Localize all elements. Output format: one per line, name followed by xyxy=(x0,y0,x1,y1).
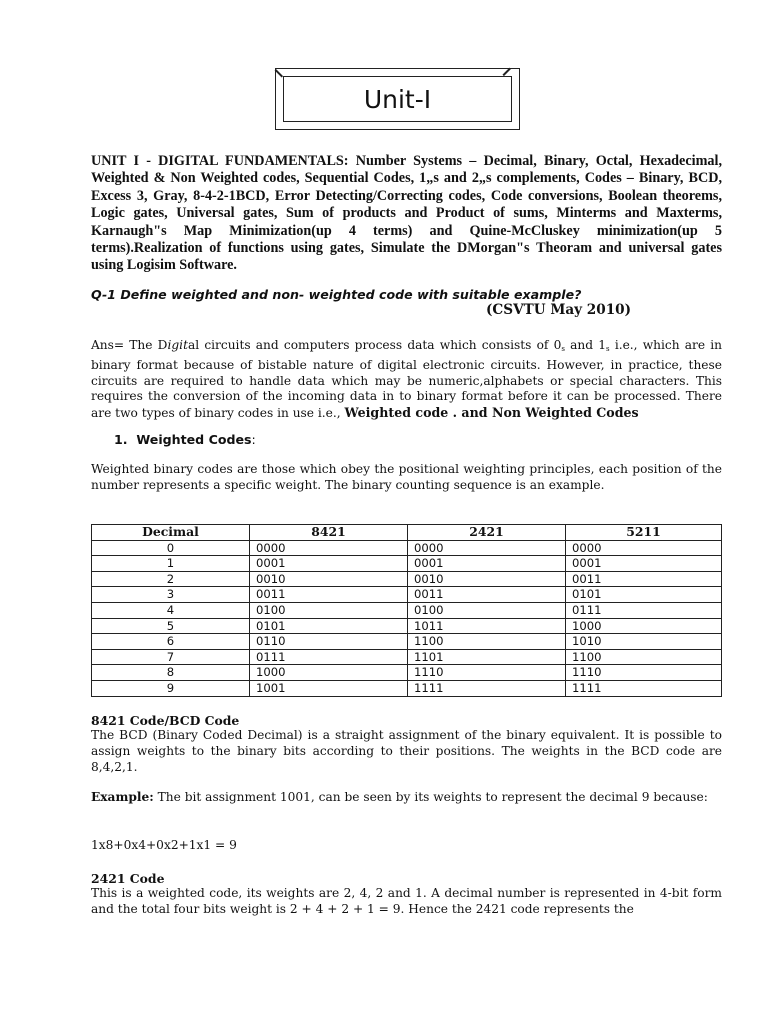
table-cell: 1110 xyxy=(408,665,566,681)
table-cell: 1011 xyxy=(408,618,566,634)
table-cell: 0001 xyxy=(250,556,408,572)
table-cell: 0101 xyxy=(250,618,408,634)
table-row xyxy=(92,634,722,650)
question-1: Q-1 Define weighted and non- weighted code with suitable example? xyxy=(91,287,582,302)
table-cell: 9 xyxy=(92,680,250,696)
table-cell: 4 xyxy=(92,602,250,618)
table-cell: 0 xyxy=(92,540,250,556)
table-cell: 6 xyxy=(92,634,250,650)
table-cell: 5 xyxy=(92,618,250,634)
weighted-codes-description: Weighted binary codes are those which obey the positional weighting principles, each position of the number represents a specific weight. The binary counting sequence is an example. xyxy=(91,462,722,492)
table-cell: 3 xyxy=(92,587,250,603)
table-cell: 0011 xyxy=(566,571,722,587)
table-header: 2421 xyxy=(408,525,566,541)
table-header-row xyxy=(92,525,722,541)
example-paragraph: Example: The bit assignment 1001, can be seen by its weights to represent the decimal 9 because: xyxy=(91,790,708,804)
weighted-codes-table xyxy=(91,524,722,697)
table-cell: 0000 xyxy=(566,540,722,556)
table-cell: 1010 xyxy=(566,634,722,650)
table-cell: 1 xyxy=(92,556,250,572)
table-cell: 0011 xyxy=(250,587,408,603)
table-row xyxy=(92,587,722,603)
table-cell: 7 xyxy=(92,649,250,665)
code-2421-title: 2421 Code xyxy=(91,871,165,886)
table-cell: 2 xyxy=(92,571,250,587)
table-cell: 0010 xyxy=(408,571,566,587)
table-cell: 0100 xyxy=(408,602,566,618)
table-cell: 1100 xyxy=(408,634,566,650)
table-cell: 1100 xyxy=(566,649,722,665)
question-source: (CSVTU May 2010) xyxy=(486,302,632,318)
table-row xyxy=(92,602,722,618)
table-row xyxy=(92,680,722,696)
page-title: Unit-I xyxy=(283,76,512,122)
table-cell: 0011 xyxy=(408,587,566,603)
table-cell: 1110 xyxy=(566,665,722,681)
table-cell: 0101 xyxy=(566,587,722,603)
table-cell: 0000 xyxy=(250,540,408,556)
table-cell: 0000 xyxy=(408,540,566,556)
table-header: 8421 xyxy=(250,525,408,541)
bcd-title: 8421 Code/BCD Code xyxy=(91,713,240,728)
table-cell: 8 xyxy=(92,665,250,681)
table-row xyxy=(92,649,722,665)
table-cell: 1101 xyxy=(408,649,566,665)
table-header: Decimal xyxy=(92,525,250,541)
table-header: 5211 xyxy=(566,525,722,541)
table-cell: 0100 xyxy=(250,602,408,618)
table-cell: 1111 xyxy=(408,680,566,696)
table-row xyxy=(92,556,722,572)
title-frame xyxy=(275,68,520,130)
table-cell: 1111 xyxy=(566,680,722,696)
weighted-codes-heading: 1. Weighted Codes: xyxy=(114,432,256,447)
syllabus-paragraph: UNIT I - DIGITAL FUNDAMENTALS: Number Systems – Decimal, Binary, Octal, Hexadecimal, Weighted & Non Weighted codes, Sequential Codes, 1„s and 2„s complements, Codes – Binary, BCD, Excess 3, Gray, 8-4-2-1BCD, Error Detecting/Correcting codes, Code conversions, Boolean theorems, Logic gates, Universal gates, Sum of products and Product of sums, Minterms and Maxterms, Karnaugh"s Map Minimization(up 4 terms) and Quine-McCluskey minimization(up 5 terms).Realization of functions using gates, Simulate the DMorgan"s Theoram and universal gates using Logisim Software. xyxy=(91,153,722,274)
bcd-paragraph: The BCD (Binary Coded Decimal) is a straight assignment of the binary equivalent. It is possible to assign weights to the binary bits according to their positions. The weights in the BCD code are 8,4,2,1. xyxy=(91,728,722,774)
table-cell: 0001 xyxy=(408,556,566,572)
code-types: Weighted code . and Non Weighted Codes xyxy=(344,405,639,421)
answer-paragraph: Ans= The Digital circuits and computers process data which consists of $0_s$ and $1_s$ i.e., which are in binary format because of bistable nature of digital electronic circuits. However, in practice, these circuits are required to handle data which may be numeric,alphabets or special characters. This requires the conversion of the incoming data in to binary format before it can be processed. There are two types of binary codes in use i.e., Weighted code . and Non Weighted Codes xyxy=(91,338,723,421)
table-row xyxy=(92,665,722,681)
table-cell: 0001 xyxy=(566,556,722,572)
table-cell: 0111 xyxy=(566,602,722,618)
table-cell: 0111 xyxy=(250,649,408,665)
table-row xyxy=(92,618,722,634)
code-2421-paragraph: This is a weighted code, its weights are 2, 4, 2 and 1. A decimal number is represented in 4-bit form and the total four bits weight is 2 + 4 + 2 + 1 = 9. Hence the 2421 code represents the xyxy=(91,886,722,916)
table-row xyxy=(92,540,722,556)
table-cell: 0010 xyxy=(250,571,408,587)
table-cell: 1000 xyxy=(566,618,722,634)
table-row xyxy=(92,571,722,587)
table-cell: 1000 xyxy=(250,665,408,681)
table-cell: 1001 xyxy=(250,680,408,696)
example-calculation: 1x8+0x4+0x2+1x1 = 9 xyxy=(91,838,237,852)
table-cell: 0110 xyxy=(250,634,408,650)
